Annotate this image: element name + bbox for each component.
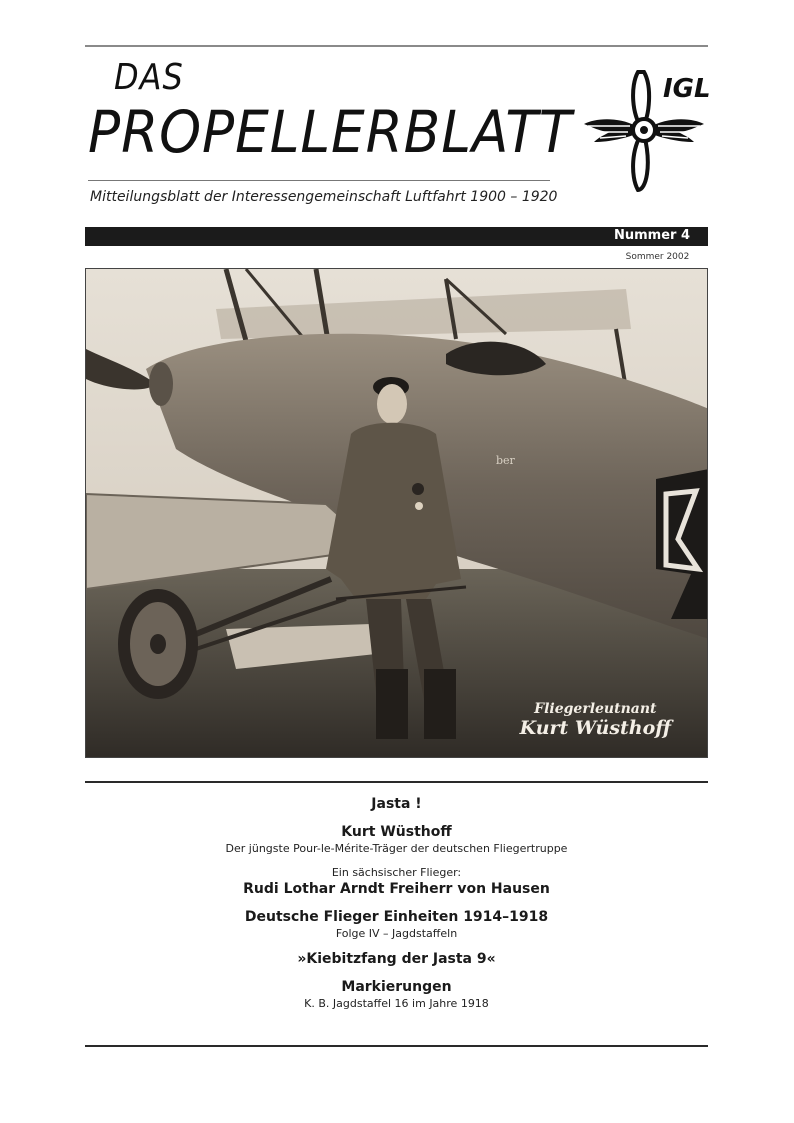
photo-caption <box>520 701 671 739</box>
toc-entry <box>85 978 708 1011</box>
table-of-contents <box>85 795 708 1020</box>
photo-caption-rank: Fliegerleutnant <box>534 701 657 717</box>
logo-text: IGL <box>663 74 711 104</box>
cover-photo <box>85 268 708 758</box>
toc-entry-subtitle: K. B. Jagdstaffel 16 im Jahre 1918 <box>304 997 489 1010</box>
toc-entry-title: Rudi Lothar Arndt Freiherr von Hausen <box>243 881 550 897</box>
fuselage-marking: ber <box>496 454 515 467</box>
photo-caption-name: Kurt Wüsthoff <box>519 717 671 739</box>
contents-bottom-rule <box>85 1045 708 1047</box>
toc-entry-title: Kurt Wüsthoff <box>341 824 452 840</box>
issue-number: Nummer 4 <box>613 228 690 243</box>
toc-entry-subtitle: Der jüngste Pour-le-Mérite-Träger der deutschen Fliegertruppe <box>225 842 568 855</box>
title-underline <box>88 180 550 181</box>
issue-season: Sommer 2002 <box>625 252 690 262</box>
toc-entry-title: Jasta ! <box>371 796 422 812</box>
toc-entry <box>85 950 708 969</box>
top-rule <box>85 45 708 47</box>
toc-entry-subtitle: Folge IV – Jagdstaffeln <box>335 927 458 940</box>
toc-entry <box>85 823 708 856</box>
toc-entry <box>85 865 708 899</box>
issue-bar <box>85 227 708 246</box>
toc-entry-kicker: Ein sächsischer Flieger: <box>331 866 462 879</box>
masthead-title: PROPELLERBLATT <box>88 98 573 166</box>
contents-top-rule <box>85 781 708 783</box>
toc-entry-title: »Kiebitzfang der Jasta 9« <box>297 951 496 967</box>
toc-entry-title: Deutsche Flieger Einheiten 1914–1918 <box>244 909 549 925</box>
masthead-das: DAS <box>114 56 184 98</box>
cover-photo-illustration <box>86 269 708 758</box>
toc-entry <box>85 795 708 814</box>
toc-entry <box>85 908 708 941</box>
masthead-subtitle: Mitteilungsblatt der Interessengemeinschaft Luftfahrt 1900 – 1920 <box>90 189 558 205</box>
toc-entry-title: Markierungen <box>341 979 452 995</box>
